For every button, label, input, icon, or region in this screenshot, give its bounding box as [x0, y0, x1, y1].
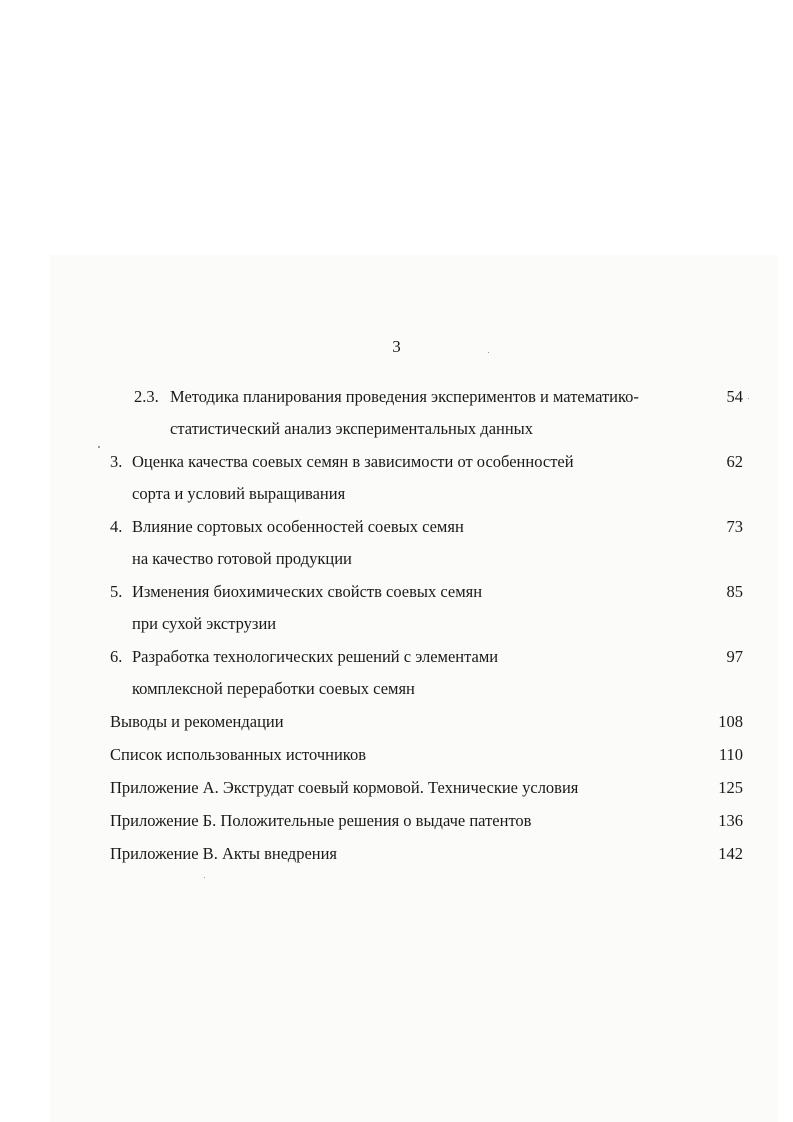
toc-entry-number: 6.: [110, 647, 123, 666]
toc-entry-page: 142: [718, 844, 743, 863]
toc-entry-page: 110: [718, 745, 743, 764]
toc-entry-title-line1: Оценка качества соевых семян в зависимости от особенностей: [132, 452, 574, 471]
toc-entry-page: 136: [718, 811, 743, 830]
toc-entry-title: Приложение А. Экструдат соевый кормовой. Технические условия: [110, 778, 579, 797]
page-number: 3: [392, 337, 401, 356]
toc-entry-title-line1: Разработка технологических решений с элементами: [132, 647, 499, 666]
toc-entry-page: 125: [718, 778, 743, 797]
toc-entry-number: 3.: [110, 452, 123, 471]
toc-entry-title-line2: статистический анализ экспериментальных данных: [170, 419, 534, 438]
scan-speck: [488, 352, 489, 353]
scan-speck: [748, 398, 749, 399]
toc-entry-number: 4.: [110, 517, 123, 536]
toc-entry-page: 73: [726, 517, 743, 536]
toc-entry-number: 5.: [110, 582, 123, 601]
toc-entry-title: Приложение Б. Положительные решения о выдаче патентов: [110, 811, 532, 830]
toc-entry-title-line1: Методика планирования проведения экспериментов и математико-: [170, 387, 639, 406]
toc-entry-title: Выводы и рекомендации: [110, 712, 284, 731]
toc-entry-title-line1: Изменения биохимических свойств соевых семян: [132, 582, 483, 601]
toc-entry-title: Приложение В. Акты внедрения: [110, 844, 338, 863]
toc-entry-title: Список использованных источников: [110, 745, 366, 764]
toc-entry-title-line2: комплексной переработки соевых семян: [132, 679, 415, 698]
toc-entry-title-line2: на качество готовой продукции: [132, 549, 352, 568]
toc-entry-page: 108: [718, 712, 743, 731]
toc-entry-page: 62: [726, 452, 743, 471]
toc-entry-page: 85: [726, 582, 743, 601]
scan-speck: [204, 877, 205, 878]
toc-entry-title-line1: Влияние сортовых особенностей соевых семян: [132, 517, 464, 536]
scan-speck: [98, 446, 100, 448]
toc-entry-page: 54: [726, 387, 743, 406]
toc-entry-page: 97: [726, 647, 743, 666]
toc-entry-number: 2.3.: [134, 387, 159, 406]
toc-entry-title-line2: сорта и условий выращивания: [132, 484, 346, 503]
toc-entry-title-line2: при сухой экструзии: [132, 614, 277, 633]
